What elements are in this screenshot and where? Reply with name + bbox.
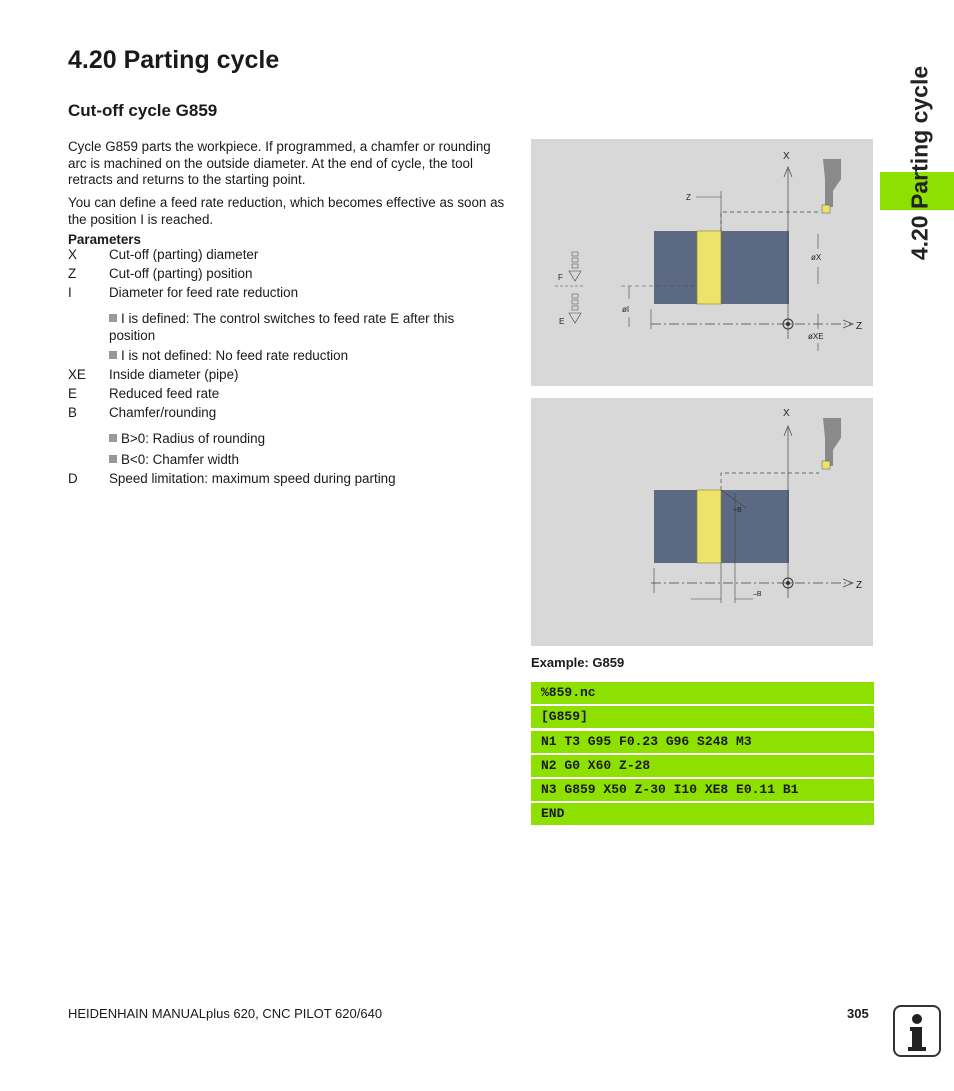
tool-insert xyxy=(822,461,830,469)
bullet-square-icon xyxy=(109,314,117,322)
param-desc: Chamfer/rounding xyxy=(109,405,217,420)
code-line: N1 T3 G95 F0.23 G96 S248 M3 xyxy=(531,731,874,753)
param-desc: Speed limitation: maximum speed during parting xyxy=(109,471,396,486)
code-line: N3 G859 X50 Z-30 I10 XE8 E0.11 B1 xyxy=(531,779,874,801)
tool-path xyxy=(721,473,819,490)
param-key: I xyxy=(68,285,72,300)
tool-holder xyxy=(823,418,841,466)
origin-dot xyxy=(786,581,790,585)
parting-slice xyxy=(697,490,721,563)
z-axis-label: Z xyxy=(856,321,863,332)
figure-parting-parameters xyxy=(531,139,873,386)
param-key: E xyxy=(68,386,77,401)
code-line: %859.nc xyxy=(531,682,874,704)
param-desc: Cut-off (parting) diameter xyxy=(109,247,259,262)
parameters-heading: Parameters xyxy=(68,232,141,247)
section-title: Cut-off cycle G859 xyxy=(68,101,218,120)
intro-paragraph: Cycle G859 parts the workpiece. If programmed, a chamfer or rounding arc is machined on the outside diameter. At the end of cycle, the tool retracts and returns to the starting point. xyxy=(68,139,491,187)
code-line: END xyxy=(531,803,874,825)
tool-path xyxy=(721,212,819,231)
workpiece xyxy=(654,231,789,304)
code-line: N2 G0 X60 Z-28 xyxy=(531,755,874,777)
param-key: Z xyxy=(68,266,77,281)
origin-dot xyxy=(786,322,790,326)
info-icon xyxy=(893,1005,941,1057)
page-title: 4.20 Parting cycle xyxy=(68,46,280,74)
phi-i-label: øI xyxy=(622,305,630,314)
phi-xe-label: øXE xyxy=(808,332,824,341)
tool-holder xyxy=(823,159,841,207)
param-desc: Inside diameter (pipe) xyxy=(109,367,239,382)
bullet-item: B<0: Chamfer width xyxy=(109,452,504,469)
figure-2-drawing xyxy=(531,398,873,646)
tool-insert xyxy=(822,205,830,213)
bullet-square-icon xyxy=(109,351,117,359)
param-key: B xyxy=(68,405,77,420)
param-key: X xyxy=(68,247,77,262)
code-line: [G859] xyxy=(531,706,874,728)
figure-chamfer-rounding xyxy=(531,398,873,646)
minus-b-label: –B xyxy=(753,591,762,598)
feed-e-icon xyxy=(569,294,581,323)
x-axis-label: X xyxy=(783,151,790,162)
bullet-square-icon xyxy=(109,455,117,463)
feed-paragraph: You can define a feed rate reduction, which becomes effective as soon as the position I is reached. xyxy=(68,195,505,227)
plus-b-label: +B xyxy=(733,507,742,514)
param-desc: Diameter for feed rate reduction xyxy=(109,285,299,300)
workpiece xyxy=(654,490,789,563)
z-axis-label: Z xyxy=(856,580,863,591)
x-axis-label: X xyxy=(783,408,790,419)
param-key: D xyxy=(68,471,78,486)
param-desc: Reduced feed rate xyxy=(109,386,220,401)
figure-1-drawing xyxy=(531,139,873,386)
feed-e-label: E xyxy=(559,317,565,326)
parting-slice xyxy=(697,231,721,304)
bullet-square-icon xyxy=(109,434,117,442)
bullet-item: I is defined: The control switches to feed rate E after this position xyxy=(109,311,455,343)
side-chapter-title: 4.20 Parting cycle xyxy=(906,65,933,261)
page-number: 305 xyxy=(847,1006,869,1021)
param-key: XE xyxy=(68,367,86,382)
param-desc: Cut-off (parting) position xyxy=(109,266,253,281)
feed-f-label: F xyxy=(558,273,563,282)
example-caption: Example: G859 xyxy=(531,655,625,670)
phi-x-label: øX xyxy=(811,253,822,262)
bullet-item: B>0: Radius of rounding xyxy=(109,431,504,448)
bullet-item: I is not defined: No feed rate reduction xyxy=(109,348,504,365)
z-dim-label: Z xyxy=(686,193,691,202)
footer-text: HEIDENHAIN MANUALplus 620, CNC PILOT 620/640 xyxy=(68,1006,383,1021)
feed-f-icon xyxy=(569,252,581,281)
